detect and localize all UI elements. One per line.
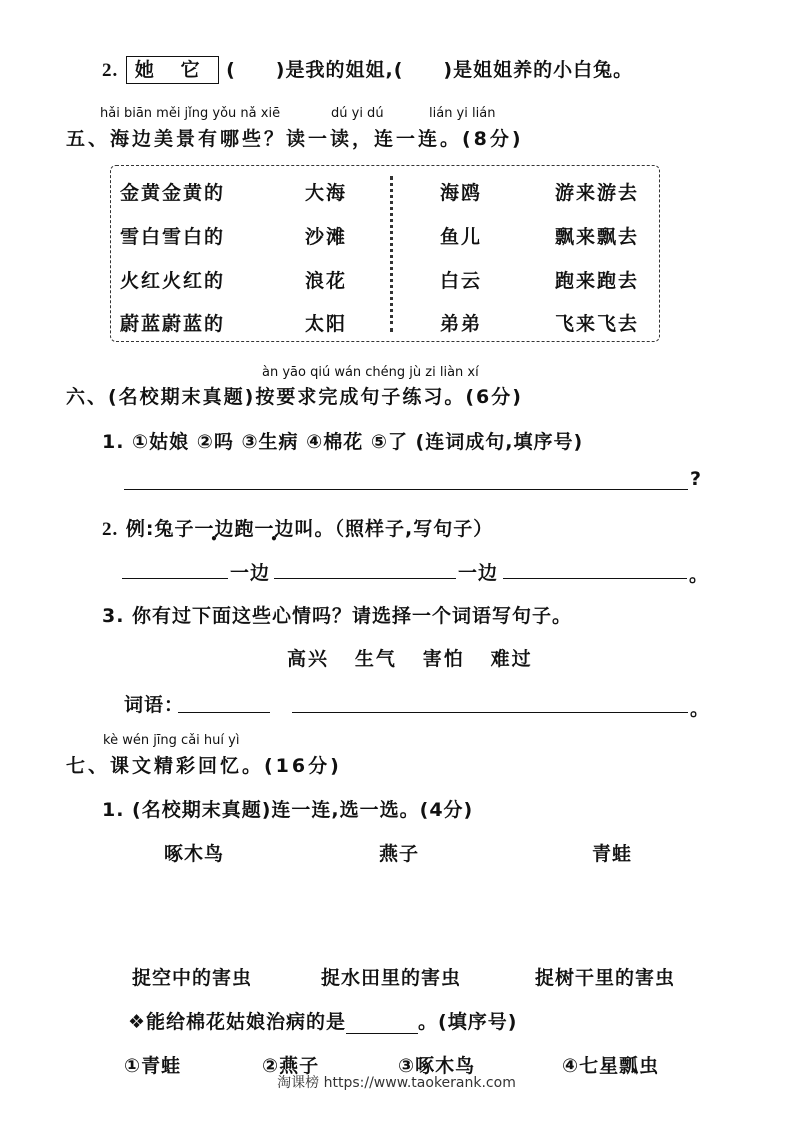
adjective-4[interactable]: 蔚蓝蔚蓝的 [120, 313, 226, 335]
s6-q2-pre: 例:兔子 [125, 518, 195, 540]
option-1[interactable]: ①青蛙 [124, 1055, 182, 1077]
animal-2[interactable]: 燕子 [379, 843, 420, 865]
noun-1[interactable]: 大海 [305, 182, 348, 204]
animal-1[interactable]: 啄木鸟 [164, 843, 225, 865]
animal-3[interactable]: 青蛙 [592, 843, 633, 865]
s6-q2-mid: 跑 [234, 518, 255, 540]
s6-q3-word-blank[interactable] [178, 712, 270, 713]
section6-pinyin: àn yāo qiú wán chéng jù zi liàn xí [262, 365, 479, 380]
s6-q3: 3. 你有过下面这些心情吗？请选择一个词语写句子。 [102, 605, 573, 627]
option-4[interactable]: ④七星瓢虫 [562, 1055, 660, 1077]
section5-pinyin-3: lián yi lián [429, 106, 496, 121]
section5-pinyin-2: dú yi dú [331, 106, 384, 121]
task-3[interactable]: 捉树干里的害虫 [535, 967, 676, 989]
q2-text-1: 是我的姐姐, [285, 59, 394, 81]
s6-q2-fill-1: 一边 [230, 562, 271, 584]
action-2[interactable]: 飘来飘去 [555, 226, 640, 248]
s7-question-post: 。(填序号) [418, 1011, 518, 1033]
mood-word-2[interactable]: 生气 [354, 648, 397, 670]
q2-blank-1[interactable]: ( ) [226, 59, 286, 81]
s6-q2-yibian-2: 一边 [254, 518, 295, 540]
task-2[interactable]: 捉水田里的害虫 [321, 967, 462, 989]
subject-3[interactable]: 白云 [440, 270, 483, 292]
s6-q2-post: 叫。（照样子,写句子） [294, 518, 494, 540]
s6-q1-answer-line[interactable] [124, 489, 688, 490]
q2-sentence [102, 55, 633, 84]
action-4[interactable]: 飞来飞去 [555, 313, 640, 335]
section5-title: 五、海边美景有哪些？读一读，连一连。(8分) [66, 128, 524, 150]
action-3[interactable]: 跑来跑去 [555, 270, 640, 292]
q2-blank-2[interactable]: ( ) [393, 59, 454, 81]
s6-q3-period: 。 [690, 698, 711, 720]
adjective-3[interactable]: 火红火红的 [120, 270, 226, 292]
adjective-2[interactable]: 雪白雪白的 [120, 226, 226, 248]
q2-text-2: 是姐姐养的小白兔。 [453, 59, 634, 81]
s6-q1-question-mark: ? [690, 468, 703, 490]
matching-divider [390, 176, 393, 332]
section6-title: 六、(名校期末真题)按要求完成句子练习。(6分) [66, 386, 523, 408]
action-1[interactable]: 游来游去 [555, 182, 640, 204]
s6-q1: 1. ①姑娘 ②吗 ③生病 ④棉花 ⑤了 (连词成句,填序号) [102, 431, 584, 453]
mood-word-3[interactable]: 害怕 [422, 648, 465, 670]
s6-q2-yibian-1: 一边 [194, 518, 235, 540]
pronoun-box: 她 它 [126, 56, 219, 84]
subject-4[interactable]: 弟弟 [440, 313, 483, 335]
task-1[interactable]: 捉空中的害虫 [132, 967, 253, 989]
s6-q3-word-label: 词语： [124, 694, 185, 716]
noun-3[interactable]: 浪花 [305, 270, 348, 292]
s6-q2-blank-3[interactable] [503, 578, 687, 579]
s6-q2-period: 。 [689, 564, 710, 586]
s7-question-pre: ❖能给棉花姑娘治病的是 [128, 1011, 347, 1033]
s7-question [128, 1007, 517, 1034]
noun-2[interactable]: 沙滩 [305, 226, 348, 248]
s6-q2-fill-2: 一边 [458, 562, 499, 584]
s6-q2-blank-1[interactable] [122, 578, 228, 579]
mood-words [287, 644, 533, 671]
section7-title: 七、课文精彩回忆。(16分) [66, 755, 342, 777]
s6-q2-number: 2. [102, 519, 119, 540]
section7-pinyin: kè wén jīng cǎi huí yì [103, 733, 240, 748]
s6-q2-blank-2[interactable] [274, 578, 456, 579]
option-2[interactable]: ②燕子 [262, 1055, 320, 1077]
s6-q3-sentence-blank[interactable] [292, 712, 688, 713]
subject-1[interactable]: 海鸥 [440, 182, 483, 204]
mood-word-1[interactable]: 高兴 [287, 648, 330, 670]
footer-watermark: 淘课榜 https://www.taokerank.com [277, 1075, 516, 1091]
s6-q2-example [102, 514, 493, 541]
noun-4[interactable]: 太阳 [305, 313, 348, 335]
s7-q1: 1. (名校期末真题)连一连,选一选。(4分) [102, 799, 474, 821]
adjective-1[interactable]: 金黄金黄的 [120, 182, 226, 204]
section5-pinyin-1: hǎi biān měi jǐng yǒu nǎ xiē [100, 106, 281, 121]
option-3[interactable]: ③啄木鸟 [398, 1055, 476, 1077]
mood-word-4[interactable]: 难过 [490, 648, 533, 670]
s7-question-blank[interactable] [346, 1013, 418, 1034]
q2-number: 2. [102, 60, 119, 81]
subject-2[interactable]: 鱼儿 [440, 226, 483, 248]
